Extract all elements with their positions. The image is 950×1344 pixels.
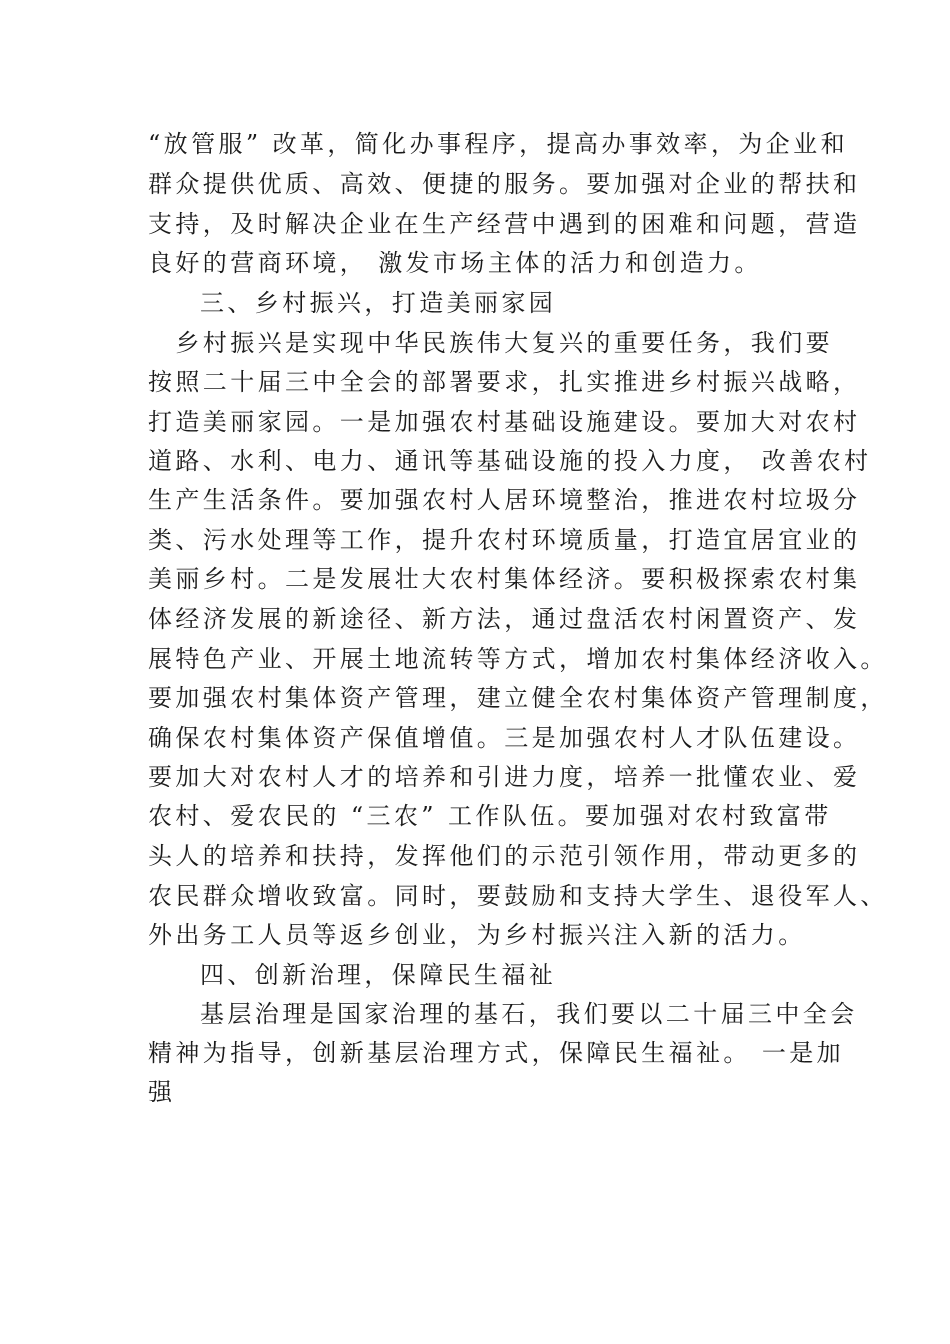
text-line: 体经济发展的新途径、新方法，通过盘活农村闲置资产、发: [148, 605, 861, 633]
text-line: 头人的培养和扶持，发挥他们的示范引领作用，带动更多的: [148, 842, 861, 870]
text-line: 支持，及时解决企业在生产经营中遇到的困难和问题，营造: [148, 210, 861, 238]
text-line: 良好的营商环境， 激发市场主体的活力和创造力。: [148, 249, 762, 277]
text-line: 按照二十届三中全会的部署要求，扎实推进乡村振兴战略，: [148, 368, 861, 396]
text-line: 道路、水利、电力、通讯等基础设施的投入力度， 改善农村: [148, 447, 872, 475]
text-line: 精神为指导，创新基层治理方式，保障民生福祉。 一是加: [148, 1039, 845, 1067]
text-line: 群众提供优质、高效、便捷的服务。要加强对企业的帮扶和: [148, 170, 861, 198]
text-line: 要加大对农村人才的培养和引进力度，培养一批懂农业、爱: [148, 763, 861, 791]
text-line: 展特色产业、开展土地流转等方式，增加农村集体经济收入。: [148, 645, 888, 673]
text-line: 外出务工人员等返乡创业，为乡村振兴注入新的活力。: [148, 921, 806, 949]
text-line: 美丽乡村。二是发展壮大农村集体经济。要积极探索农村集: [148, 565, 861, 593]
text-line: 强: [148, 1078, 176, 1106]
text-line: 农民群众增收致富。同时，要鼓励和支持大学生、退役军人、: [148, 882, 888, 910]
text-line: 生产生活条件。要加强农村人居环境整治，推进农村垃圾分: [148, 486, 861, 514]
text-line: “放管服” 改革，简化办事程序，提高办事效率，为企业和: [148, 130, 848, 158]
text-line: 确保农村集体资产保值增值。三是加强农村人才队伍建设。: [148, 724, 861, 752]
text-line: 乡村振兴是实现中华民族伟大复兴的重要任务，我们要: [148, 329, 833, 357]
text-line: 要加强农村集体资产管理，建立健全农村集体资产管理制度，: [148, 684, 888, 712]
text-line: 农村、爱农民的 “三农” 工作队伍。要加强对农村致富带: [148, 802, 832, 830]
section-heading-4: 四、创新治理，保障民生福祉: [200, 961, 557, 989]
text-line: 类、污水处理等工作，提升农村环境质量，打造宜居宜业的: [148, 526, 861, 554]
section-heading-3: 三、乡村振兴，打造美丽家园: [200, 289, 557, 317]
text-line: 基层治理是国家治理的基石，我们要以二十届三中全会: [200, 1000, 858, 1028]
text-line: 打造美丽家园。一是加强农村基础设施建设。要加大对农村: [148, 408, 861, 436]
